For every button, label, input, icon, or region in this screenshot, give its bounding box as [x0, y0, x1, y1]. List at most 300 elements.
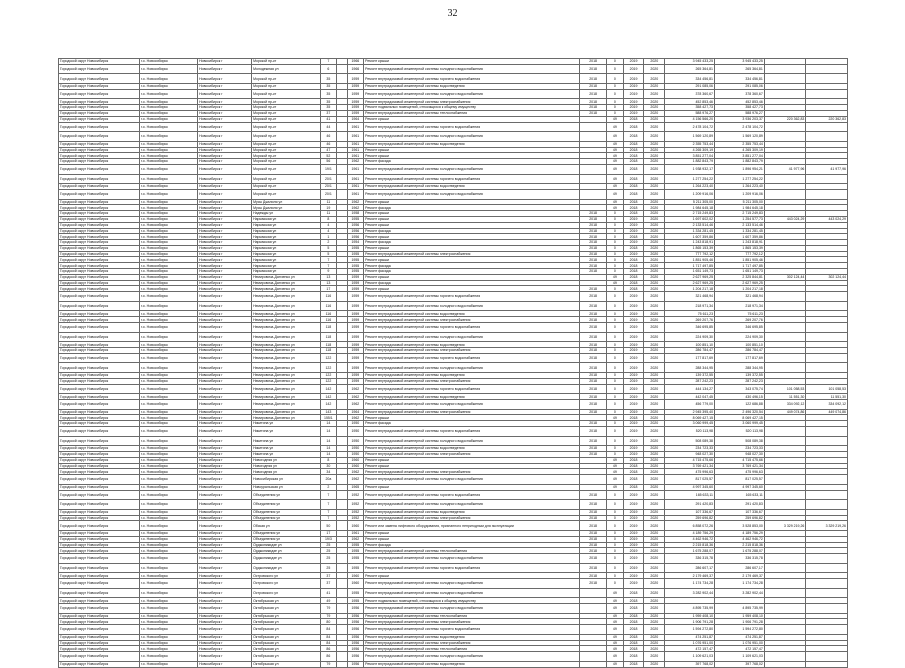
table-cell: Ремонт крыши [364, 199, 580, 205]
table-cell: 234 723,33 [665, 446, 715, 452]
table-cell: Ремонт внутридомовой инженерной системы холодного водоснабжения [364, 132, 580, 142]
table-cell: Новосибирск г [198, 323, 252, 333]
table-cell: г.о. Новосибирск [139, 122, 197, 132]
table-cell: Новосибирск г [198, 269, 252, 275]
table-cell [337, 604, 347, 614]
table-cell: Новосибирск г [198, 153, 252, 159]
table-cell: 456 779,00 [665, 400, 715, 410]
table-cell: г.о. Новосибирск [139, 415, 197, 421]
table-cell: Новосибирск г [198, 436, 252, 446]
table-cell: 2018 [623, 274, 644, 280]
table-cell: Октябрьская ул [252, 646, 321, 652]
table-cell: г.о. Новосибирск [139, 211, 197, 217]
table-cell [580, 652, 607, 662]
table-cell: Новосибирск г [198, 332, 252, 342]
table-cell: Городской округ Новосибирск [59, 515, 140, 521]
table-cell: Ремонт внутридомовой инженерной системы холодного водоснабжения [364, 64, 580, 74]
table-cell: 1962 [347, 400, 364, 410]
table-cell: 1955 [347, 216, 364, 222]
table-cell: 3 851 277,04 [715, 153, 765, 159]
table-cell: 1959 [347, 89, 364, 99]
table-cell: 1 882 843,79 [665, 159, 715, 165]
table-cell: 1 254 577,73 [715, 216, 765, 222]
table-cell: 1 594 272,80 [715, 625, 765, 635]
table-cell: г.о. Новосибирск [139, 228, 197, 234]
table-cell: Объединения ул [252, 509, 321, 515]
table-cell: Новосибирск г [198, 469, 252, 475]
table-cell: 35 [320, 74, 337, 84]
table-cell: 49 [607, 613, 624, 619]
table-cell: Ремонт внутридомовой инженерной системы холодного водоснабжения [364, 500, 580, 510]
table-cell: 2019 [623, 216, 644, 222]
table-cell: 0 [607, 222, 624, 228]
table-cell: 1 174 734,28 [715, 579, 765, 589]
table-cell: 2018 [623, 619, 644, 625]
table-cell: Морской пр-кт [252, 89, 321, 99]
table-cell: Новосибирск г [198, 205, 252, 211]
table-cell: г.о. Новосибирск [139, 490, 197, 500]
table-cell: 49 [607, 164, 624, 174]
table-cell: 1959 [347, 292, 364, 302]
table-cell: Ремонт крыши [364, 457, 580, 463]
table-cell: 1960 [347, 457, 364, 463]
table-cell: 346 695,85 [665, 323, 715, 333]
table-cell: 2 [320, 240, 337, 246]
table-cell: 0 [607, 263, 624, 269]
table-cell: 2018 [580, 211, 607, 217]
table-cell [764, 363, 806, 373]
table-cell [806, 292, 848, 302]
table-cell: 1 865 153,39 [665, 245, 715, 251]
table-cell: 0 [607, 348, 624, 354]
table-cell: 1 717 497,85 [715, 263, 765, 269]
table-cell [580, 174, 607, 184]
table-cell: 2019 [623, 521, 644, 531]
table-cell: Городской округ Новосибирск [59, 105, 140, 111]
table-cell: 2020 [644, 579, 665, 589]
table-cell: Новосибирск г [198, 500, 252, 510]
table-cell: г.о. Новосибирск [139, 317, 197, 323]
table-cell: 265 364,81 [665, 64, 715, 74]
table-cell: 1956 [347, 604, 364, 614]
table-cell: Ремонт внутридомовой инженерной системы электроснабжения [364, 451, 580, 457]
table-cell: 1962 [347, 536, 364, 542]
table-cell: 1955 [347, 542, 364, 548]
table-cell: 0 [607, 446, 624, 452]
table-cell [806, 490, 848, 500]
table-cell: г.о. Новосибирск [139, 132, 197, 142]
table-cell: 3 528 853,00 [715, 521, 765, 531]
table-cell: Новосибирск г [198, 378, 252, 384]
table-cell: Нарымская ул [252, 216, 321, 222]
table-cell: Новосибирск г [198, 301, 252, 311]
table-cell: 2019 [623, 451, 644, 457]
table-cell: 2020 [644, 652, 665, 662]
table-cell: 47 [320, 147, 337, 153]
table-cell: г.о. Новосибирск [139, 105, 197, 111]
table-cell: 2018 [623, 211, 644, 217]
table-cell: 220 362,83 [806, 116, 848, 122]
table-cell: 449 074,86 [806, 409, 848, 415]
table-cell: 291 085,06 [715, 83, 765, 89]
table-cell: 49 [607, 463, 624, 469]
table-cell: Городской округ Новосибирск [59, 280, 140, 286]
table-cell: Немировича-Данченко ул [252, 363, 321, 373]
table-cell: г.о. Новосибирск [139, 598, 197, 604]
table-cell: 1966 [347, 64, 364, 74]
table-cell: Новосибирск г [198, 199, 252, 205]
table-cell: Ремонт подвальных помещений, относящихся к общему имуществу [364, 598, 580, 604]
table-cell: 2020 [644, 122, 665, 132]
table-cell: г.о. Новосибирск [139, 409, 197, 415]
table-cell: Городской округ Новосибирск [59, 573, 140, 579]
table-cell: 0 [607, 105, 624, 111]
table-cell: 2020 [644, 83, 665, 89]
table-cell: Немировича-Данченко ул [252, 292, 321, 302]
table-cell: 49 [607, 640, 624, 646]
table-cell: 2018 [623, 286, 644, 292]
table-cell: 2020 [644, 530, 665, 536]
table-cell: 2018 [580, 59, 607, 65]
table-cell: г.о. Новосибирск [139, 311, 197, 317]
table-cell: 3 282 902,44 [665, 588, 715, 598]
table-cell: Ремонт внутридомовой инженерной системы водоотведения [364, 634, 580, 640]
table-cell: Ремонт крыши [364, 463, 580, 469]
table-cell: 86 [320, 646, 337, 652]
table-cell: 2019 [623, 222, 644, 228]
table-cell: 1 607 359,86 [665, 234, 715, 240]
table-cell: Городской округ Новосибирск [59, 598, 140, 604]
table-cell: 1964 [347, 409, 364, 415]
table-cell: Мусы Джалиля ул [252, 205, 321, 211]
table-cell: 2018 [623, 141, 644, 147]
table-cell: 107 336,67 [665, 509, 715, 515]
table-cell: 0 [607, 490, 624, 500]
table-cell: 2018 [623, 604, 644, 614]
table-cell: 2019 [623, 563, 644, 573]
table-cell: г.о. Новосибирск [139, 469, 197, 475]
table-cell: Нарымская ул [252, 245, 321, 251]
table-cell: 49 [607, 484, 624, 490]
table-cell: 2020 [644, 536, 665, 542]
table-cell: 2018 [580, 89, 607, 99]
table-cell: 265 364,81 [715, 64, 765, 74]
table-cell [580, 588, 607, 598]
table-cell: 1959 [347, 353, 364, 363]
table-cell: 100 851,10 [715, 342, 765, 348]
table-cell: 25 [320, 548, 337, 554]
table-cell: 11 [320, 211, 337, 217]
table-cell: 2018 [623, 132, 644, 142]
table-cell: 46 [320, 141, 337, 147]
table-cell: 139 372,55 [715, 373, 765, 379]
table-cell: 2020 [644, 521, 665, 531]
table-cell: 2018 [623, 484, 644, 490]
table-cell: 1966 [347, 59, 364, 65]
table-cell: 2018 [580, 269, 607, 275]
table-cell: г.о. Новосибирск [139, 251, 197, 257]
table-cell: 2019 [623, 446, 644, 452]
table-cell: 2018 [580, 263, 607, 269]
table-row [59, 301, 848, 311]
table-cell [764, 661, 806, 667]
table-cell: 2018 [623, 164, 644, 174]
table-cell: 2019 [623, 421, 644, 427]
table-cell: Ремонт подвальных помещений, относящихся к общему имуществу [364, 105, 580, 111]
table-cell: 1 984 645,18 [665, 205, 715, 211]
table-cell: 7 [320, 500, 337, 510]
table-cell: 2020 [644, 475, 665, 485]
table-cell [337, 323, 347, 333]
table-cell: Ремонт внутридомовой инженерной системы теплоснабжения [364, 548, 580, 554]
table-cell: 0 [607, 286, 624, 292]
table-cell: 2018 [580, 332, 607, 342]
table-cell: 2018 [580, 384, 607, 394]
table-cell [764, 588, 806, 598]
table-cell: Новосибирск г [198, 542, 252, 548]
table-cell [806, 332, 848, 342]
table-cell: Городской округ Новосибирск [59, 378, 140, 384]
table-cell: г.о. Новосибирск [139, 426, 197, 436]
table-cell: 520 113,98 [715, 426, 765, 436]
table-cell: 474 251,87 [715, 634, 765, 640]
table-cell: 2018 [580, 222, 607, 228]
table-cell: 49 [607, 132, 624, 142]
table-cell: 1956 [347, 234, 364, 240]
table-cell: Новосибирск г [198, 573, 252, 579]
table-row [59, 384, 848, 394]
table-cell [337, 661, 347, 667]
table-cell: 2018 [580, 251, 607, 257]
table-cell: 1959 [347, 342, 364, 348]
table-cell: Городской округ Новосибирск [59, 409, 140, 415]
table-cell: 2018 [580, 363, 607, 373]
table-cell [337, 64, 347, 74]
table-cell: 49 [607, 153, 624, 159]
table-cell: 49 [607, 159, 624, 165]
table-cell: 1956 [347, 625, 364, 635]
table-cell: 20/1 [320, 189, 337, 199]
table-cell [806, 604, 848, 614]
table-cell: 2020 [644, 613, 665, 619]
table-cell: 1 651 149,73 [715, 269, 765, 275]
table-cell: Городской округ Новосибирск [59, 542, 140, 548]
table-cell: 3 936 203,37 [715, 116, 765, 122]
table-cell: Островского ул [252, 588, 321, 598]
table-cell: 2020 [644, 228, 665, 234]
table-cell: Нарымская ул [252, 228, 321, 234]
table-cell: Ремонт внутридомовой инженерной системы электроснабжения [364, 378, 580, 384]
table-cell: 7 [320, 257, 337, 263]
table-cell: 1959 [347, 317, 364, 323]
table-cell [580, 122, 607, 132]
table-cell: 2020 [644, 598, 665, 604]
table-cell: 2 215 818,36 [665, 542, 715, 548]
table-cell: 2019 [623, 74, 644, 84]
table-cell: 1955 [347, 251, 364, 257]
table-cell [580, 132, 607, 142]
table-cell: 1959 [347, 110, 364, 116]
table-cell: 3 329 219,26 [764, 521, 806, 531]
table-cell: 1 717 497,85 [665, 263, 715, 269]
table-cell: 0 [607, 521, 624, 531]
table-cell: 2020 [644, 184, 665, 190]
table-cell: Октябрьская ул [252, 619, 321, 625]
table-cell: Ремонт внутридомовой инженерной системы электроснабжения [364, 251, 580, 257]
table-cell: 2018 [580, 105, 607, 111]
table-cell: Ремонт внутридомовой инженерной системы холодного водоснабжения [364, 164, 580, 174]
table-cell: 472 157,47 [665, 646, 715, 652]
table-cell: Нарымская ул [252, 222, 321, 228]
table-cell: 1959 [347, 348, 364, 354]
table-cell: Новосибирск г [198, 228, 252, 234]
table-cell: Ремонт внутридомовой инженерной системы холодного водоснабжения [364, 475, 580, 485]
table-cell: 2018 [580, 257, 607, 263]
table-cell [764, 426, 806, 436]
table-cell: 4 [320, 222, 337, 228]
table-cell: 1952 [347, 515, 364, 521]
table-cell: 1961 [347, 530, 364, 536]
table-cell [806, 563, 848, 573]
table-cell: 49 [607, 652, 624, 662]
table-cell: 0 [607, 500, 624, 510]
table-cell: 1956 [347, 646, 364, 652]
table-cell: г.о. Новосибирск [139, 394, 197, 400]
table-cell: 2020 [644, 640, 665, 646]
table-cell: 2020 [644, 199, 665, 205]
table-cell: 397 768,02 [715, 661, 765, 667]
table-cell: Никитина ул [252, 436, 321, 446]
table-cell: 1959 [347, 301, 364, 311]
table-cell: Городской округ Новосибирск [59, 263, 140, 269]
table-cell: 20/1 [320, 184, 337, 190]
table-cell: 2018 [623, 174, 644, 184]
table-cell: Орджоникидзе ул [252, 542, 321, 548]
table-cell: 122 [320, 373, 337, 379]
table-cell: Новосибирск г [198, 189, 252, 199]
table-cell: Ремонт крыши [364, 216, 580, 222]
table-cell: г.о. Новосибирск [139, 292, 197, 302]
table-cell: г.о. Новосибирск [139, 174, 197, 184]
table-cell: 2020 [644, 421, 665, 427]
table-cell: 1952 [347, 490, 364, 500]
table-row [59, 625, 848, 635]
table-cell: 1 594 272,80 [665, 625, 715, 635]
table-cell: Немировича-Данченко ул [252, 353, 321, 363]
table-cell: 1955 [347, 263, 364, 269]
table-cell: Морской пр-кт [252, 99, 321, 105]
table-cell: 1950 [347, 421, 364, 427]
table-row [59, 521, 848, 531]
table-row [59, 64, 848, 74]
table-cell: Новосибирск г [198, 646, 252, 652]
table-cell: 2019 [623, 378, 644, 384]
table-cell: 1 697 602,02 [665, 216, 715, 222]
table-cell: 2020 [644, 646, 665, 652]
table-cell: 220 362,83 [764, 116, 806, 122]
table-cell: 2019 [623, 99, 644, 105]
table-cell: 472 157,47 [715, 646, 765, 652]
table-cell: Ремонт внутридомовой инженерной системы холодного водоснабжения [364, 579, 580, 589]
table-cell: 49 [607, 457, 624, 463]
table-cell: 1 076 951,00 [665, 640, 715, 646]
table-cell: 2018 [623, 147, 644, 153]
table-cell [337, 174, 347, 184]
table-cell: 336 315,78 [715, 554, 765, 564]
table-cell: 19/1 [320, 164, 337, 174]
table-cell: 2018 [580, 579, 607, 589]
table-cell [580, 661, 607, 667]
table-cell: 2020 [644, 457, 665, 463]
table-row [59, 400, 848, 410]
table-cell: г.о. Новосибирск [139, 205, 197, 211]
table-cell: 118 [320, 348, 337, 354]
table-cell: Городской округ Новосибирск [59, 251, 140, 257]
table-cell: 1 896 954,21 [715, 164, 765, 174]
table-cell: Городской округ Новосибирск [59, 216, 140, 222]
table-cell: 80 [320, 619, 337, 625]
table-cell: 1952 [347, 509, 364, 515]
table-cell: Новосибирск г [198, 263, 252, 269]
table-cell: 49 [607, 415, 624, 421]
table-cell: Орджоникидзе ул [252, 548, 321, 554]
table-cell: 19 [320, 205, 337, 211]
table-cell: 3 945 433,25 [665, 59, 715, 65]
table-cell: 2020 [644, 286, 665, 292]
table-cell: Ремонт внутридомовой инженерной системы горячего водоснабжения [364, 353, 580, 363]
table-cell [580, 475, 607, 485]
table-cell: 2020 [644, 317, 665, 323]
table-cell: 1 277 254,22 [715, 174, 765, 184]
table-row [59, 554, 848, 564]
table-cell: 1 334 281,45 [665, 228, 715, 234]
table-cell: Городской округ Новосибирск [59, 147, 140, 153]
table-cell: 2018 [580, 292, 607, 302]
table-cell: Городской округ Новосибирск [59, 588, 140, 598]
table-cell: Городской округ Новосибирск [59, 363, 140, 373]
table-cell: Городской округ Новосибирск [59, 64, 140, 74]
table-cell: Ремонт крыши [364, 222, 580, 228]
table-cell: Новосибирск г [198, 274, 252, 280]
table-cell: 3 769 421,34 [715, 463, 765, 469]
table-cell: 1 675 288,07 [715, 548, 765, 554]
table-cell: Нарымская ул [252, 257, 321, 263]
table-cell: 2018 [623, 598, 644, 604]
table-cell: Морской пр-кт [252, 141, 321, 147]
table-cell: 25 [320, 554, 337, 564]
table-cell: Ремонт внутридомовой инженерной системы горячего водоснабжения [364, 625, 580, 635]
table-cell [580, 164, 607, 174]
table-cell: 1 607 359,86 [715, 234, 765, 240]
table-cell: 224 909,30 [715, 332, 765, 342]
table-cell: Немировича-Данченко ул [252, 384, 321, 394]
table-cell: 1959 [347, 83, 364, 89]
table-cell [764, 579, 806, 589]
table-cell: 2019 [623, 323, 644, 333]
table-cell: 7 [320, 509, 337, 515]
table-cell: г.о. Новосибирск [139, 222, 197, 228]
table-cell: Новосибирск г [198, 292, 252, 302]
table-cell: 2018 [580, 446, 607, 452]
table-cell: 2018 [623, 661, 644, 667]
table-body [59, 59, 848, 668]
table-cell: 0 [607, 59, 624, 65]
table-cell: 49 [607, 147, 624, 153]
table-cell: 1955 [347, 548, 364, 554]
table-cell: 2018 [580, 554, 607, 564]
table-cell: 165 633,11 [665, 490, 715, 500]
table-cell: г.о. Новосибирск [139, 588, 197, 598]
